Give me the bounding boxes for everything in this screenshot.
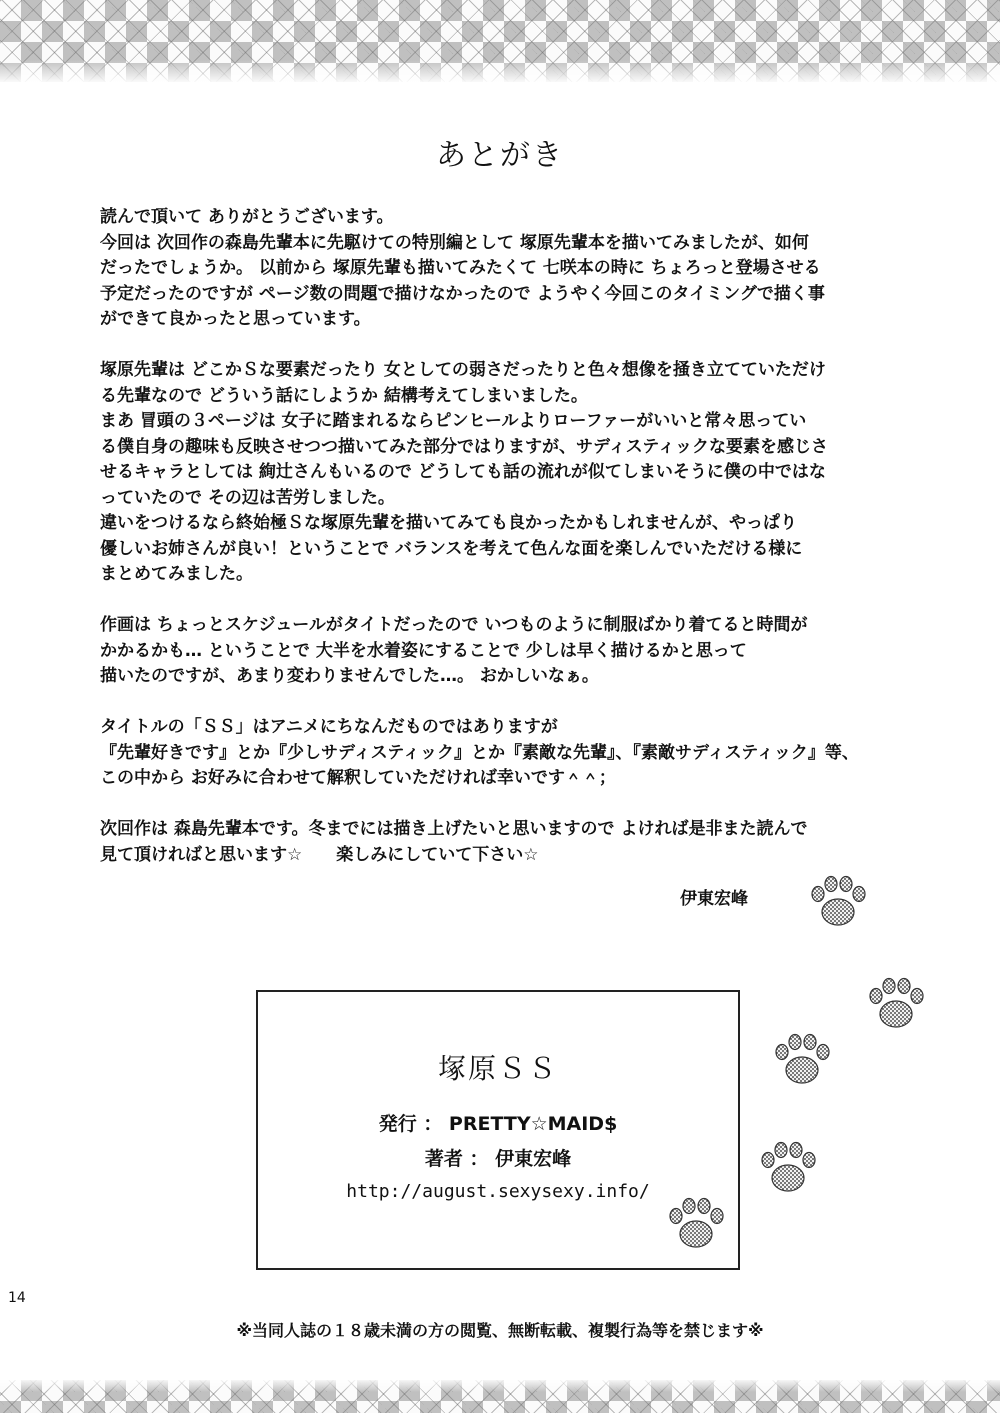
text-line: 次回作は 森島先輩本です。冬までには描き上げたいと思いますので よければ是非また読んで — [100, 819, 808, 839]
text-line: まとめてみました。 — [100, 564, 253, 584]
border-fade-top — [0, 60, 1000, 84]
text-line: ができて良かったと思っています。 — [100, 309, 371, 329]
text-line: 塚原先輩は どこかＳな要素だったり 女としての弱さだったりと色々想像を掻き立てていただけ — [100, 360, 826, 380]
paragraph-5 — [100, 817, 925, 868]
text-line: 描いたのですが、あまり変わりませんでした…。 おかしいなぁ。 — [100, 666, 599, 686]
paragraph-1 — [100, 205, 925, 333]
colophon-box — [256, 990, 740, 1270]
paragraph-3 — [100, 613, 925, 690]
page-title: あとがき — [436, 138, 564, 173]
text-line: 読んで頂いて ありがとうございます。 — [100, 207, 394, 227]
website-url: http://august.sexysexy.info/ — [346, 1181, 650, 1202]
text-line: まあ 冒頭の３ページは 女子に踏まれるならピンヒールよりローファーがいいと常々思ってい — [100, 411, 807, 431]
paw-print-icon — [758, 1140, 820, 1192]
text-line: 見て頂ければと思います☆ 楽しみにしていて下さい☆ — [100, 844, 539, 865]
publisher-line: 発行 ： PRETTY☆MAID$ — [378, 1113, 618, 1135]
afterword-body — [100, 205, 925, 894]
text-line: だったでしょうか。 以前から 塚原先輩も描いてみたくて 七咲本の時に ちょろっと登場させる — [100, 258, 821, 278]
text-line: る先輩なので どういう話にしようか 結構考えてしまいました。 — [100, 385, 588, 406]
text-line: せるキャラとしては 絢辻さんもいるので どうしても話の流れが似てしまいそうに僕の中ではな — [100, 462, 826, 482]
text-line: 『先輩好きです』とか『少しサディスティック』とか『素敵な先輩』、『素敵サディスティック』等、 — [100, 742, 859, 763]
text-line: 作画は ちょっとスケジュールがタイトだったので いつものように制服ばかり着てると時間が — [100, 615, 808, 635]
text-line: タイトルの「ＳＳ」はアニメにちなんだものではありますが — [100, 717, 558, 737]
paw-print-icon — [772, 1032, 834, 1084]
age-restriction-notice: ※当同人誌の１８歳未満の方の閲覧、無断転載、複製行為等を禁じます※ — [236, 1321, 764, 1340]
text-line: 優しいお姉さんが良い！ということで バランスを考えて色んな面を楽しんでいただける様に — [100, 538, 803, 559]
paragraph-4 — [100, 715, 925, 792]
text-line: っていたので その辺は苦労しました。 — [100, 487, 395, 508]
author-signature: 伊東宏峰 — [680, 889, 748, 909]
page-number: 14 — [8, 1290, 26, 1306]
text-line: 今回は 次回作の森島先輩本に先駆けての特別編として 塚原先輩本を描いてみましたが、如何 — [100, 232, 809, 253]
book-title: 塚原ＳＳ — [437, 1052, 558, 1085]
text-line: 違いをつけるなら終始極Ｓな塚原先輩を描いてみても良かったかもしれませんが、やっぱり — [100, 513, 797, 533]
paw-print-icon — [808, 874, 870, 926]
paragraph-2 — [100, 358, 925, 588]
border-fade-bottom — [0, 1378, 1000, 1392]
text-line: かかるかも… ということで 大半を水着姿にすることで 少しは早く描けるかと思って — [100, 640, 747, 661]
author-line: 著者 ： 伊東宏峰 — [424, 1148, 572, 1170]
paw-print-icon — [866, 976, 928, 1028]
text-line: る僕自身の趣味も反映させつつ描いてみた部分ではりますが、サディスティックな要素を感じさ — [100, 436, 828, 457]
text-line: この中から お好みに合わせて解釈していただければ幸いです＾＾； — [100, 768, 616, 788]
text-line: 予定だったのですが ページ数の問題で描けなかったので ようやく今回このタイミングで描く事 — [100, 283, 825, 304]
